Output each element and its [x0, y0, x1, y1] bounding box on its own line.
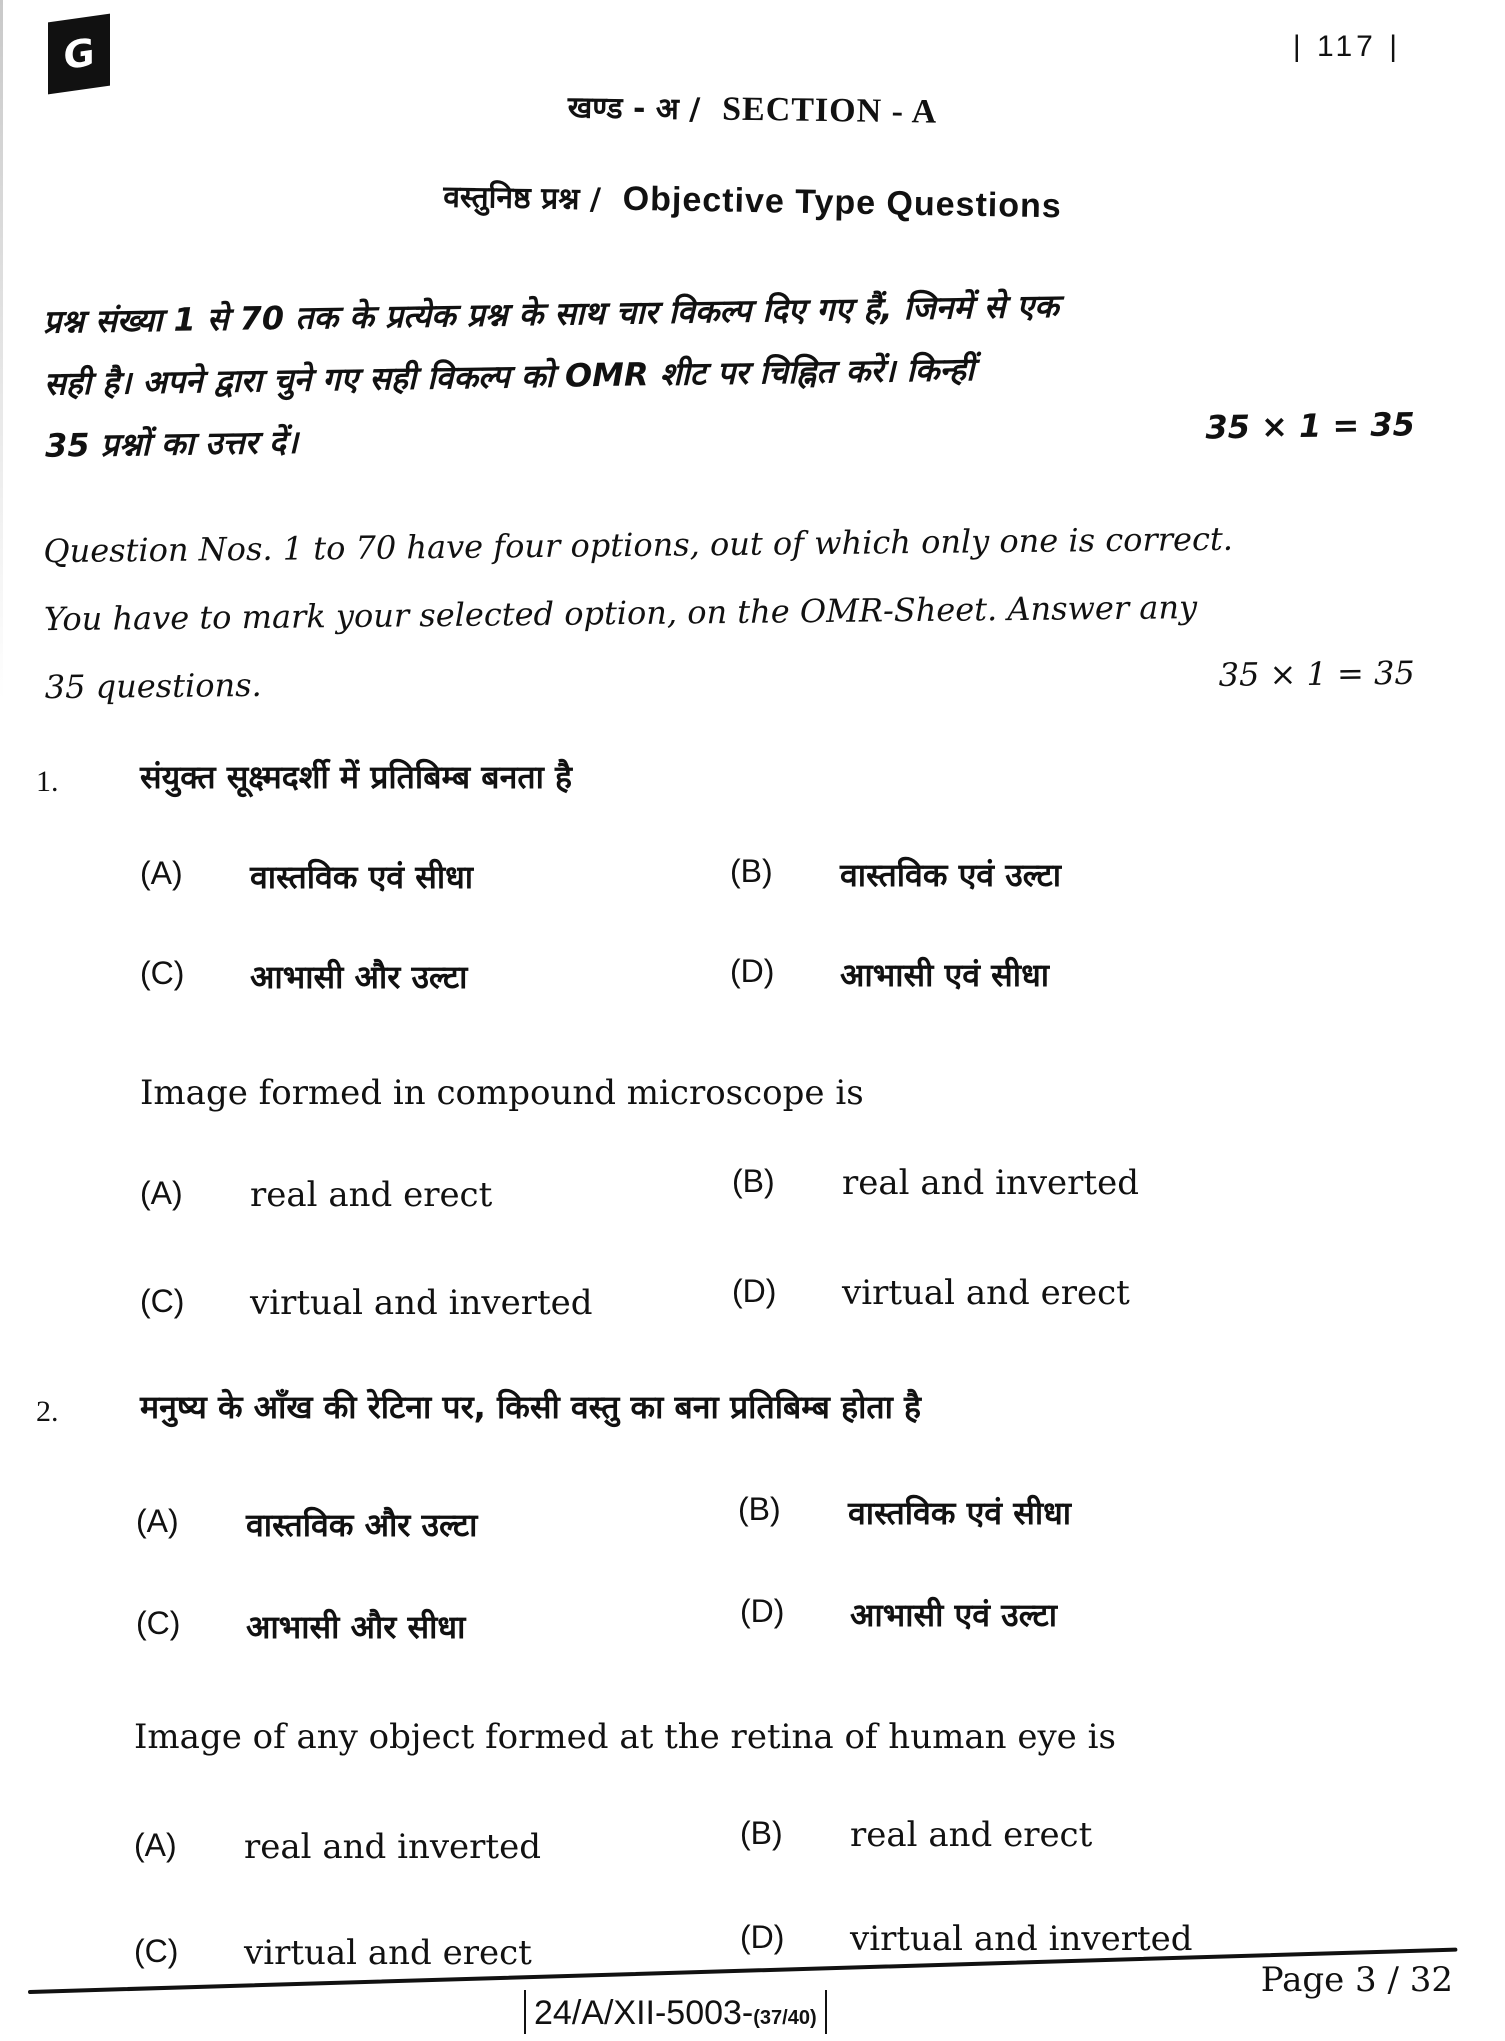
- question-text-hindi: मनुष्य के आँख की रेटिना पर, किसी वस्तु का बना प्रतिबिम्ब होता है: [140, 1388, 922, 1426]
- option-c-english[interactable]: [134, 1933, 532, 1973]
- option-c-hindi[interactable]: [136, 1605, 465, 1648]
- option-c-english[interactable]: [140, 1283, 593, 1323]
- option-a-hindi[interactable]: [136, 1503, 477, 1546]
- instruction-english-line-3: 35 questions.: [44, 665, 262, 707]
- subtitle-hindi: वस्तुनिष्ठ प्रश्न /: [442, 179, 602, 218]
- section-heading: [0, 77, 1505, 139]
- instruction-english-line-1: Question Nos. 1 to 70 have four options, out of which only one is correct.: [43, 519, 1234, 571]
- option-text: virtual and erect: [842, 1273, 1130, 1313]
- instruction-hindi-line-2: सही है। अपने द्वारा चुने गए सही विकल्प को OMR शीट पर चिह्नित करें। किन्हीं: [43, 350, 975, 403]
- option-d-hindi[interactable]: [730, 953, 1049, 996]
- question-text-english: Image of any object formed at the retina of human eye is: [134, 1717, 1116, 1757]
- marks-english: 35 × 1 = 35: [1218, 653, 1415, 694]
- option-label: (A): [134, 1827, 177, 1863]
- option-label: (A): [140, 855, 183, 891]
- option-label: (B): [740, 1815, 783, 1851]
- option-label: (C): [134, 1933, 179, 1969]
- option-text: वास्तविक एवं उल्टा: [840, 856, 1062, 894]
- option-label: (B): [732, 1163, 775, 1199]
- option-text: आभासी एवं सीधा: [840, 956, 1050, 994]
- section-title-english: SECTION - A: [721, 90, 938, 131]
- question-text-hindi: संयुक्त सूक्ष्मदर्शी में प्रतिबिम्ब बनता है: [140, 758, 572, 796]
- option-label: (C): [140, 955, 185, 991]
- option-label: (A): [140, 1175, 183, 1211]
- option-text: वास्तविक एवं सीधा: [848, 1494, 1072, 1532]
- option-label: (D): [740, 1919, 785, 1955]
- option-b-english[interactable]: [740, 1815, 1092, 1855]
- section-title-hindi: खण्ड - अ /: [567, 90, 701, 128]
- option-label: (C): [140, 1283, 185, 1319]
- option-text: आभासी और सीधा: [246, 1608, 466, 1646]
- option-c-hindi[interactable]: [140, 955, 467, 998]
- option-b-english[interactable]: [732, 1163, 1139, 1203]
- option-label: (B): [738, 1491, 781, 1527]
- option-text: वास्तविक एवं सीधा: [250, 858, 474, 896]
- instructions-english: [43, 503, 1415, 715]
- option-text: virtual and erect: [244, 1933, 532, 1973]
- option-text: real and inverted: [244, 1827, 541, 1867]
- set-badge-label: G: [63, 29, 95, 79]
- option-a-hindi[interactable]: [140, 855, 473, 898]
- option-d-english[interactable]: [740, 1919, 1193, 1959]
- option-label: (C): [136, 1605, 181, 1641]
- option-text: वास्तविक और उल्टा: [246, 1506, 478, 1544]
- option-label: (B): [730, 853, 773, 889]
- option-text: real and erect: [250, 1175, 493, 1215]
- option-b-hindi[interactable]: [730, 853, 1061, 896]
- question-number: 2.: [36, 1395, 59, 1428]
- option-label: (A): [136, 1503, 179, 1539]
- option-text: आभासी और उल्टा: [250, 958, 468, 996]
- instruction-english-marks-row: [44, 639, 1415, 715]
- instructions-hindi: [43, 269, 1416, 476]
- option-b-hindi[interactable]: [738, 1491, 1071, 1534]
- option-text: virtual and inverted: [850, 1919, 1193, 1959]
- question-number: 1.: [36, 765, 59, 798]
- question-text-english: Image formed in compound microscope is: [140, 1073, 864, 1113]
- option-label: (D): [730, 953, 775, 989]
- option-d-hindi[interactable]: [740, 1593, 1057, 1636]
- instruction-hindi-line-3: 35 प्रश्नों का उत्तर दें।: [44, 422, 299, 465]
- page-indicator: Page 3 / 32: [1260, 1960, 1453, 2000]
- option-text: real and inverted: [842, 1163, 1139, 1203]
- question-type-heading: [0, 167, 1505, 234]
- option-label: (D): [740, 1593, 785, 1629]
- page-code: | 117 |: [1292, 30, 1401, 63]
- option-text: real and erect: [850, 1815, 1093, 1855]
- option-label: (D): [732, 1273, 777, 1309]
- paper-code: 24/A/XII-5003-: [534, 1994, 754, 2032]
- marks-hindi: 35 × 1 = 35: [1205, 405, 1416, 447]
- option-a-english[interactable]: [140, 1175, 492, 1215]
- option-d-english[interactable]: [732, 1273, 1130, 1313]
- option-text: आभासी एवं उल्टा: [850, 1596, 1058, 1634]
- option-text: virtual and inverted: [250, 1283, 593, 1323]
- paper-code-box: [524, 1990, 827, 2034]
- instruction-english-line-2: You have to mark your selected option, on the OMR-Sheet. Answer any: [43, 588, 1198, 639]
- subtitle-english: Objective Type Questions: [622, 179, 1063, 226]
- instruction-hindi-line-1: प्रश्न संख्या 1 से 70 तक के प्रत्येक प्रश्न के साथ चार विकल्प दिए गए हैं, जिनमें से एक: [42, 286, 1060, 341]
- paper-code-suffix: (37/40): [753, 2007, 817, 2029]
- option-a-english[interactable]: [134, 1827, 541, 1867]
